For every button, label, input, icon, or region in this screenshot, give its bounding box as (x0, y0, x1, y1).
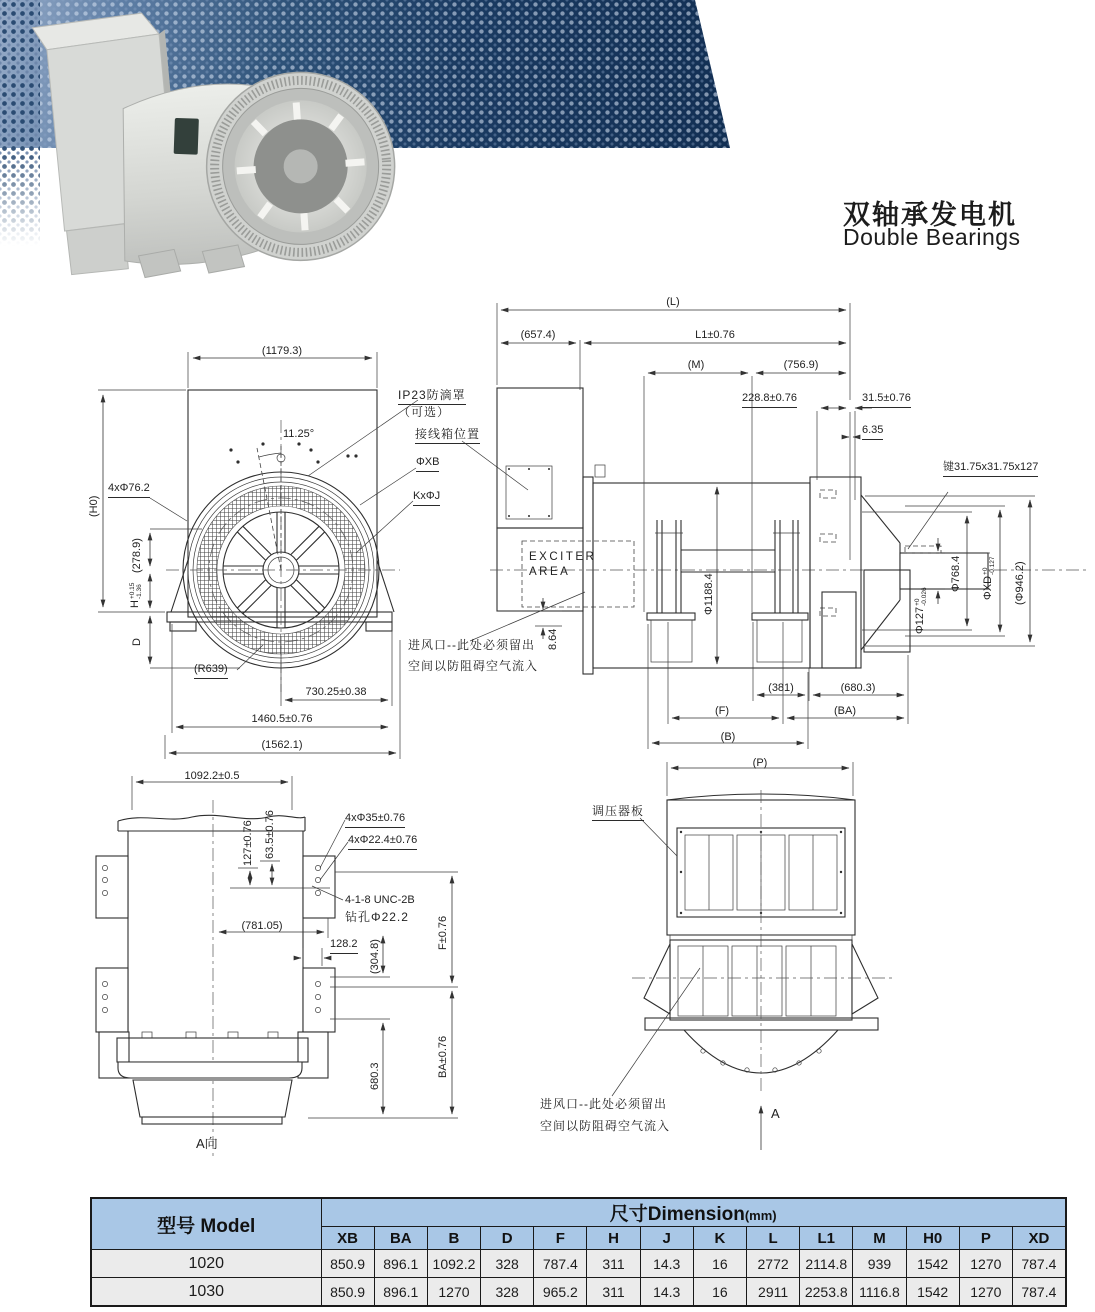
dim-label: (680.3) (840, 682, 876, 694)
col-header-h: H (587, 1227, 640, 1250)
col-header-f: F (534, 1227, 587, 1250)
col-header-b: B (427, 1227, 480, 1250)
regulator-plate-label: 调压器板 (592, 804, 644, 821)
dim-label: 4xΦ35±0.76 (345, 812, 405, 828)
dim-label: 128.2 (330, 938, 358, 954)
air-inlet-note: 空间以防阻碍空气流入 (540, 1119, 671, 1133)
col-header-m: M (853, 1227, 906, 1250)
dim-label: KxΦJ (413, 490, 440, 506)
dim-label: L1±0.76 (695, 329, 735, 341)
model-cell: 1030 (91, 1278, 321, 1307)
col-header-l1: L1 (800, 1227, 853, 1250)
dim-label: (L) (666, 296, 680, 308)
col-header-xd: XD (1012, 1227, 1065, 1250)
dim-label: (BA) (834, 705, 856, 717)
air-inlet-note: 空间以防阻碍空气流入 (408, 659, 539, 673)
view-a-label: A向 (196, 1136, 218, 1151)
dim-label: (P) (752, 757, 768, 769)
dim-label: (Φ946.2) (1014, 561, 1026, 605)
dim-label-h-tolerance: H +0.15 -1.36 (129, 582, 143, 608)
dim-label: (381) (768, 682, 794, 694)
page-title-chinese: 双轴承发电机 (843, 200, 1017, 230)
dim-label-127-tolerance: Φ127 +0 -0.026 (914, 587, 928, 634)
col-header-d: D (481, 1227, 534, 1250)
dim-label: 8.64 (547, 628, 559, 650)
dim-label: (H0) (88, 495, 100, 517)
dim-label: (1562.1) (261, 739, 303, 751)
dim-label: (B) (720, 731, 736, 743)
dim-label: 4xΦ22.4±0.76 (348, 834, 417, 850)
dim-label: 680.3 (369, 1062, 381, 1090)
callout-ip23: IP23防滴罩 (398, 388, 466, 405)
dim-label: (M) (687, 359, 705, 371)
exciter-area-label: AREA (529, 566, 571, 578)
col-header-l: L (747, 1227, 800, 1250)
dim-label: 1460.5±0.76 (251, 713, 313, 725)
dim-label-xd-tolerance: ΦXD +0 -0.127 (982, 556, 996, 600)
dim-label: (F) (714, 705, 730, 717)
exciter-area-label: EXCITER (529, 551, 597, 563)
dim-label: Φ768.4 (950, 555, 962, 592)
col-header-ba: BA (374, 1227, 427, 1250)
dim-label: 4-1-8 UNC-2B (345, 894, 415, 906)
table-header-model: 型号 Model (91, 1198, 321, 1250)
model-cell: 1020 (91, 1250, 321, 1278)
dim-label: (1179.3) (261, 345, 303, 357)
col-header-p: P (959, 1227, 1012, 1250)
dim-label: 127±0.76 (242, 820, 254, 866)
dim-label: 228.8±0.76 (742, 392, 797, 408)
dim-label: (304.8) (369, 939, 381, 974)
table-row-1020: 1020 850.9 896.1 1092.2 328 787.4 311 14.3 16 2772 2114.8 939 1542 1270 787.4 (91, 1250, 1066, 1278)
table-header-dimension: 尺寸Dimension(mm) (321, 1198, 1066, 1227)
dim-label: 730.25±0.38 (305, 686, 367, 698)
dim-label: 63.5±0.76 (264, 810, 276, 859)
rear-view-drawing (612, 762, 892, 1150)
dim-label: (756.9) (783, 359, 819, 371)
col-header-j: J (640, 1227, 693, 1250)
callout-terminal-box: 接线箱位置 (415, 427, 480, 444)
dim-label: D (131, 638, 143, 646)
dim-label: 4xΦ76.2 (108, 482, 150, 498)
generator-photo (32, 0, 402, 284)
page-title-english: Double Bearings (843, 224, 1021, 250)
col-header-h0: H0 (906, 1227, 959, 1250)
dim-label: 6.35 (862, 424, 883, 440)
dim-label: 钻孔Φ22.2 (345, 910, 409, 924)
dim-label: (278.9) (131, 538, 143, 573)
dim-label: 11.25° (283, 428, 315, 440)
air-inlet-note: 进风口--此处必须留出 (540, 1097, 667, 1111)
dim-label: F±0.76 (437, 915, 449, 950)
dim-label: 1092.2±0.5 (184, 770, 240, 782)
dim-label: (657.4) (520, 329, 556, 341)
dim-label: BA±0.76 (437, 1035, 449, 1078)
dim-label: Φ1188.4 (703, 573, 715, 615)
callout-ip23-optional: （可选） (398, 405, 451, 419)
dimension-table (90, 1197, 1067, 1307)
dim-label: (R639) (194, 663, 228, 679)
dim-label: 31.5±0.76 (862, 392, 911, 408)
dim-label: (781.05) (241, 920, 283, 932)
dim-label-key: 键31.75x31.75x127 (943, 461, 1038, 477)
table-row-1030: 1030 850.9 896.1 1270 328 965.2 311 14.3 16 2911 2253.8 1116.8 1542 1270 787.4 (91, 1278, 1066, 1307)
col-header-xb: XB (321, 1227, 374, 1250)
air-inlet-note: 进风口--此处必须留出 (408, 638, 535, 652)
view-direction-a: A (771, 1106, 780, 1121)
col-header-k: K (693, 1227, 746, 1250)
dim-label: ΦXB (416, 456, 439, 472)
